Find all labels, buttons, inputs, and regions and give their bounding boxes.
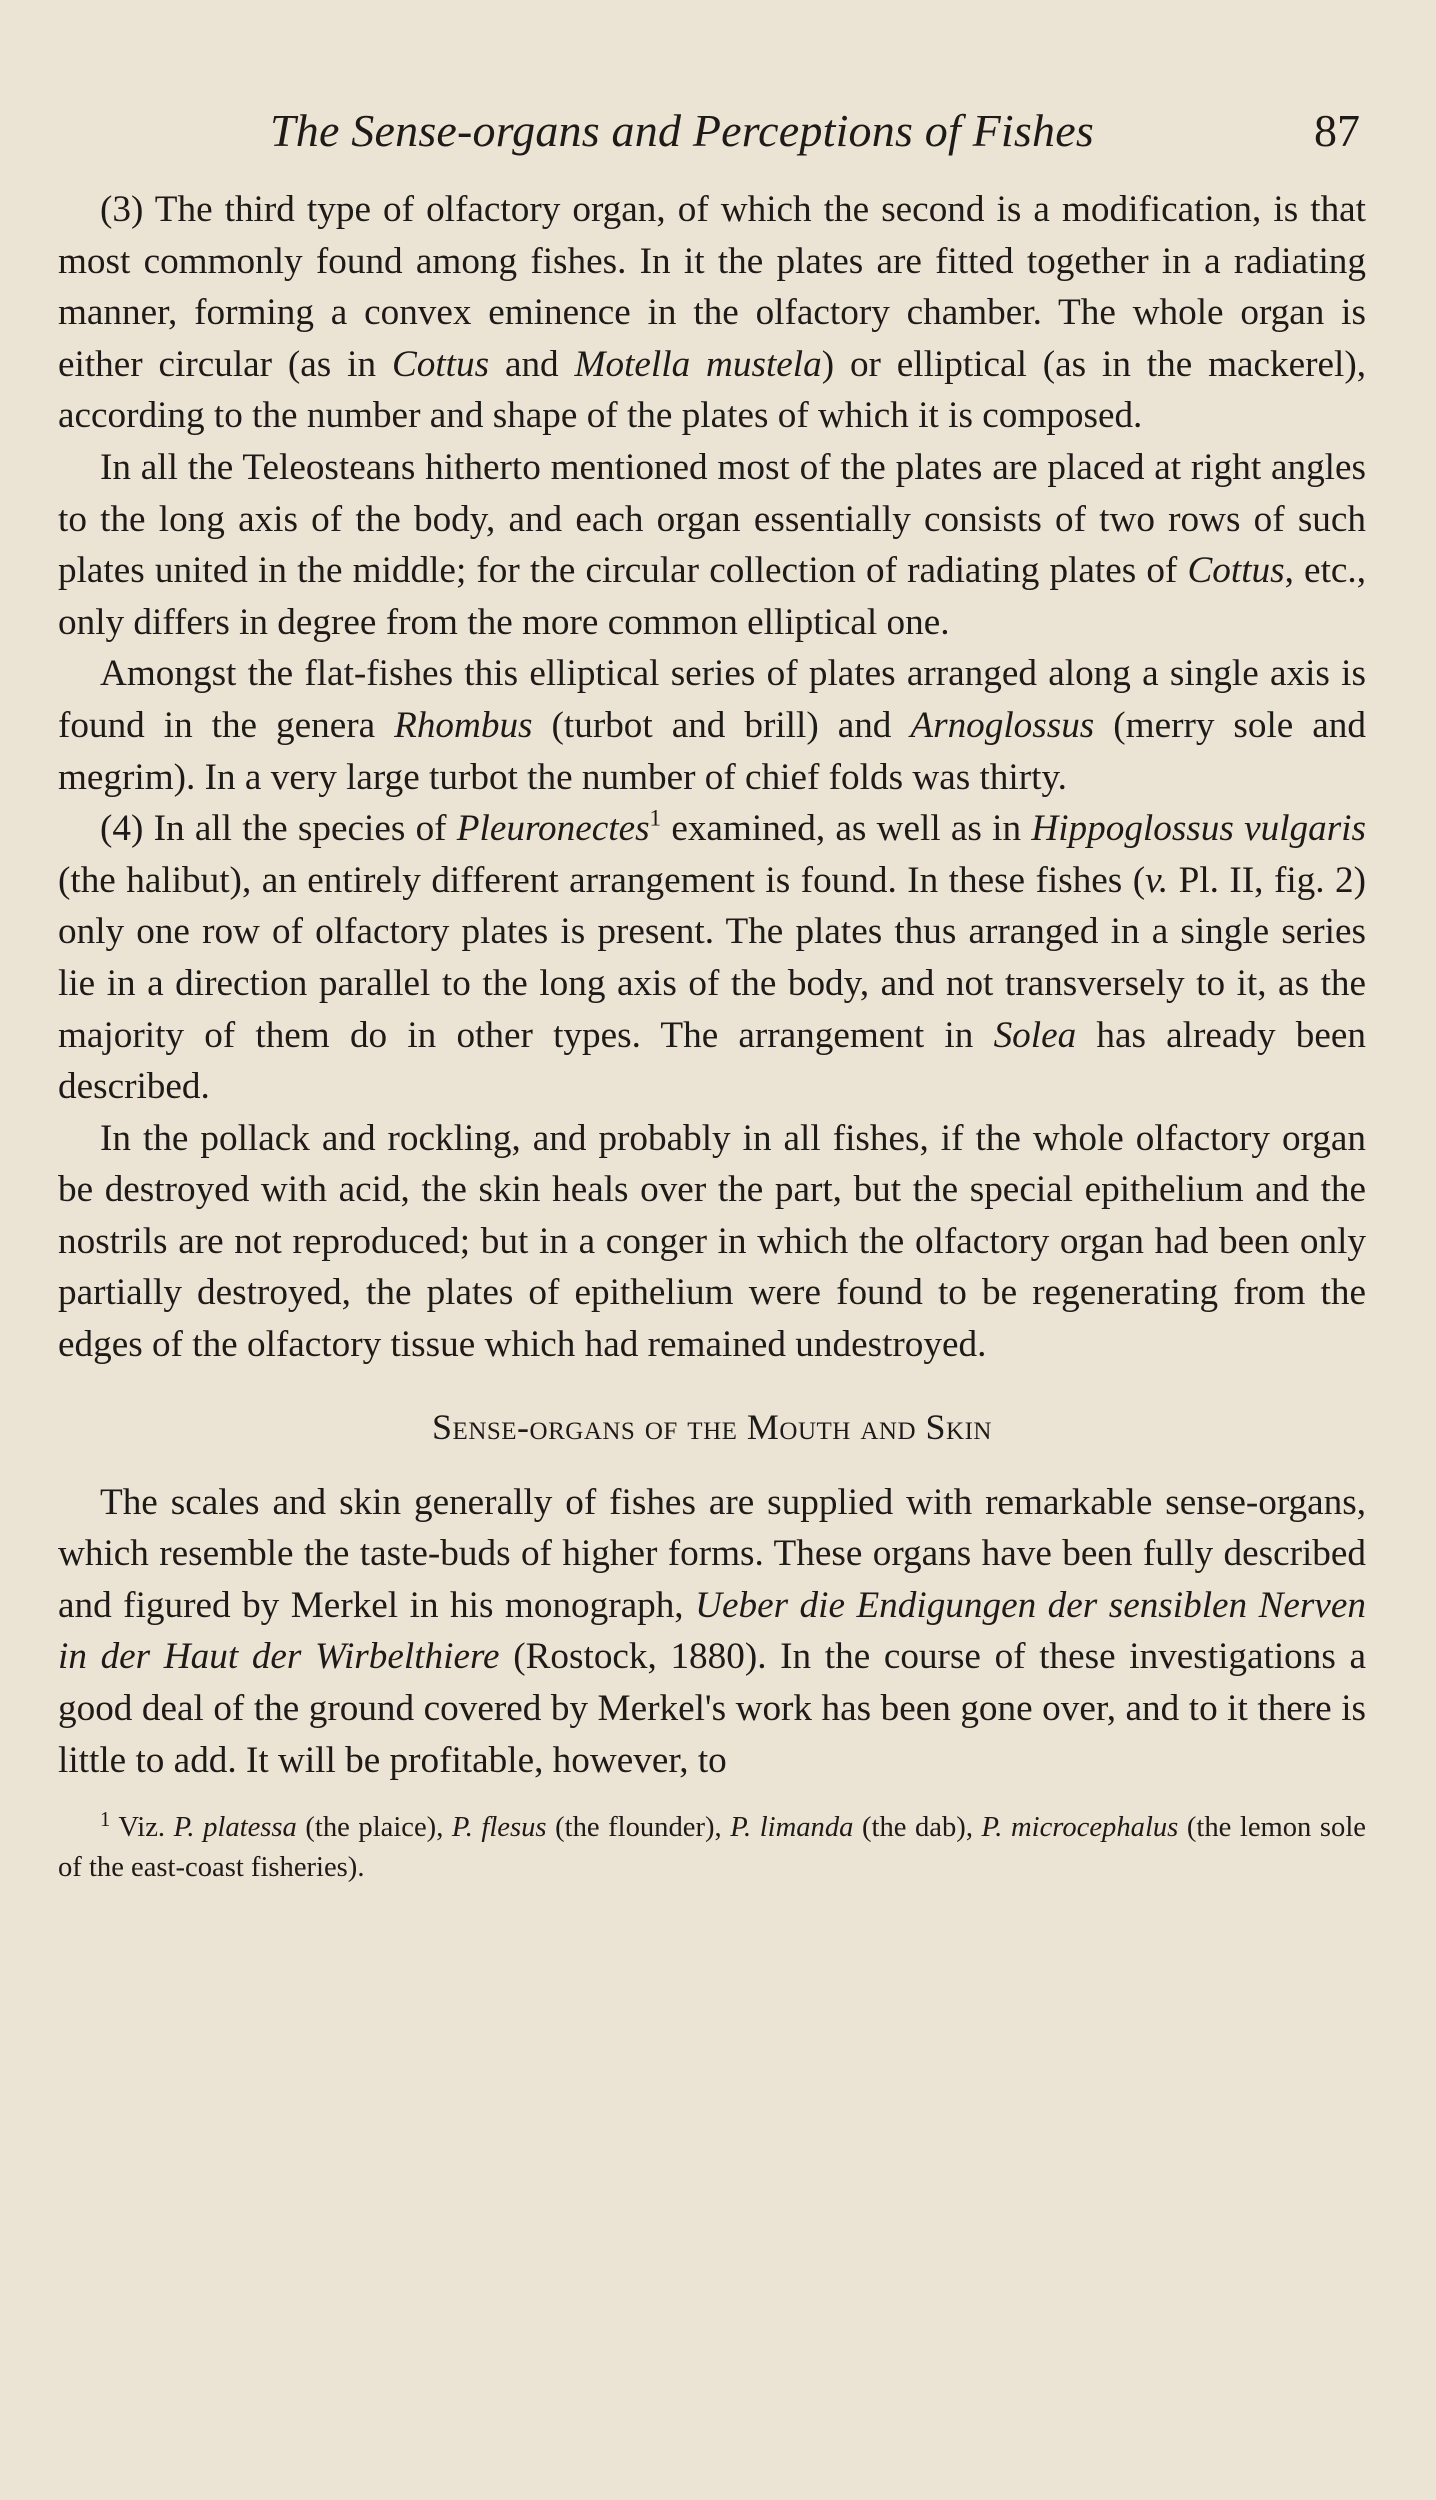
- running-title: The Sense-organs and Perceptions of Fishes: [270, 105, 1094, 156]
- paragraph-flat-fishes: Amongst the flat-fishes this elliptical series of plates arranged along a single axis is found in the genera Rhombus (turbot and brill) and Arnoglossus (merry sole and megrim). In a very large turbot the number of chief folds was thirty.: [58, 653, 1366, 798]
- paragraph-scales-and-skin: The scales and skin generally of fishes are supplied with remarkable sense-organs, which resemble the taste-buds of higher forms. These organs have been fully described and figured by Merkel in his monograph, Ueber die Endigungen der sensiblen Nerven in der Haut der Wirbelthiere (Rostock, 1880). In the course of these investigations a good deal of the ground covered by Merkel's work has been gone over, and to it there is little to add. It will be profitable, however, to: [58, 1481, 1367, 1781]
- footnote-reference: 1: [649, 804, 662, 831]
- paragraph-regeneration: In the pollack and rockling, and probably in all fishes, if the whole olfactory organ be destroyed with acid, the skin heals over the part, but the special epithelium and the nostrils are not reproduced; but in a conger in which the olfactory organ had been only partially destroyed, the plates of epithelium were found to be regenerating from the edges of the olfactory tissue which had remained undestroyed.: [58, 1117, 1366, 1366]
- paragraph-third-type: (3) The third type of olfactory organ, of which the second is a modification, is that most commonly found among fishes. In it the plates are fitted together in a radiating manner, forming a convex eminence in the olfactory chamber. The whole organ is either circular (as in Cottus and Motella mustela) or elliptical (as in the mackerel), according to the number and shape of the plates of which it is composed.: [58, 189, 1367, 437]
- body-text: [58, 184, 1366, 1786]
- footnote-text: $^1$ Viz. P. platessa (the plaice), P. flesus (the flounder), P. limanda (the dab), P. microcephalus (the lemon sole of the east-coast fisheries).: [58, 1809, 1366, 1884]
- paragraph-teleosteans: In all the Teleosteans hitherto mentioned most of the plates are placed at right angles to the long axis of the body, and each organ essentially consists of two rows of such plates united in the middle; for the circular collection of radiating plates of Cottus, etc., only differs in degree from the more common elliptical one.: [58, 446, 1366, 643]
- page-number: 87: [1314, 105, 1360, 156]
- section-heading: Sense-organs of the Mouth and Skin: [432, 1406, 992, 1447]
- paragraph-pleuronectes: (4) In all the species of Pleuronectes$^1$ examined, as well as in Hippoglossus vulgaris (the halibut), an entirely different arrangement is found. In these fishes (v. Pl. II, fig. 2) only one row of olfactory plates is present. The plates thus arranged in a single series lie in a direction parallel to the long axis of the body, and not transversely to it, as the majority of them do in other types. The arrangement in Solea has already been described.: [58, 804, 1366, 1108]
- footnote: [58, 1808, 1366, 1888]
- running-head: [58, 100, 1366, 172]
- footnote-marker: 1: [100, 1809, 111, 1832]
